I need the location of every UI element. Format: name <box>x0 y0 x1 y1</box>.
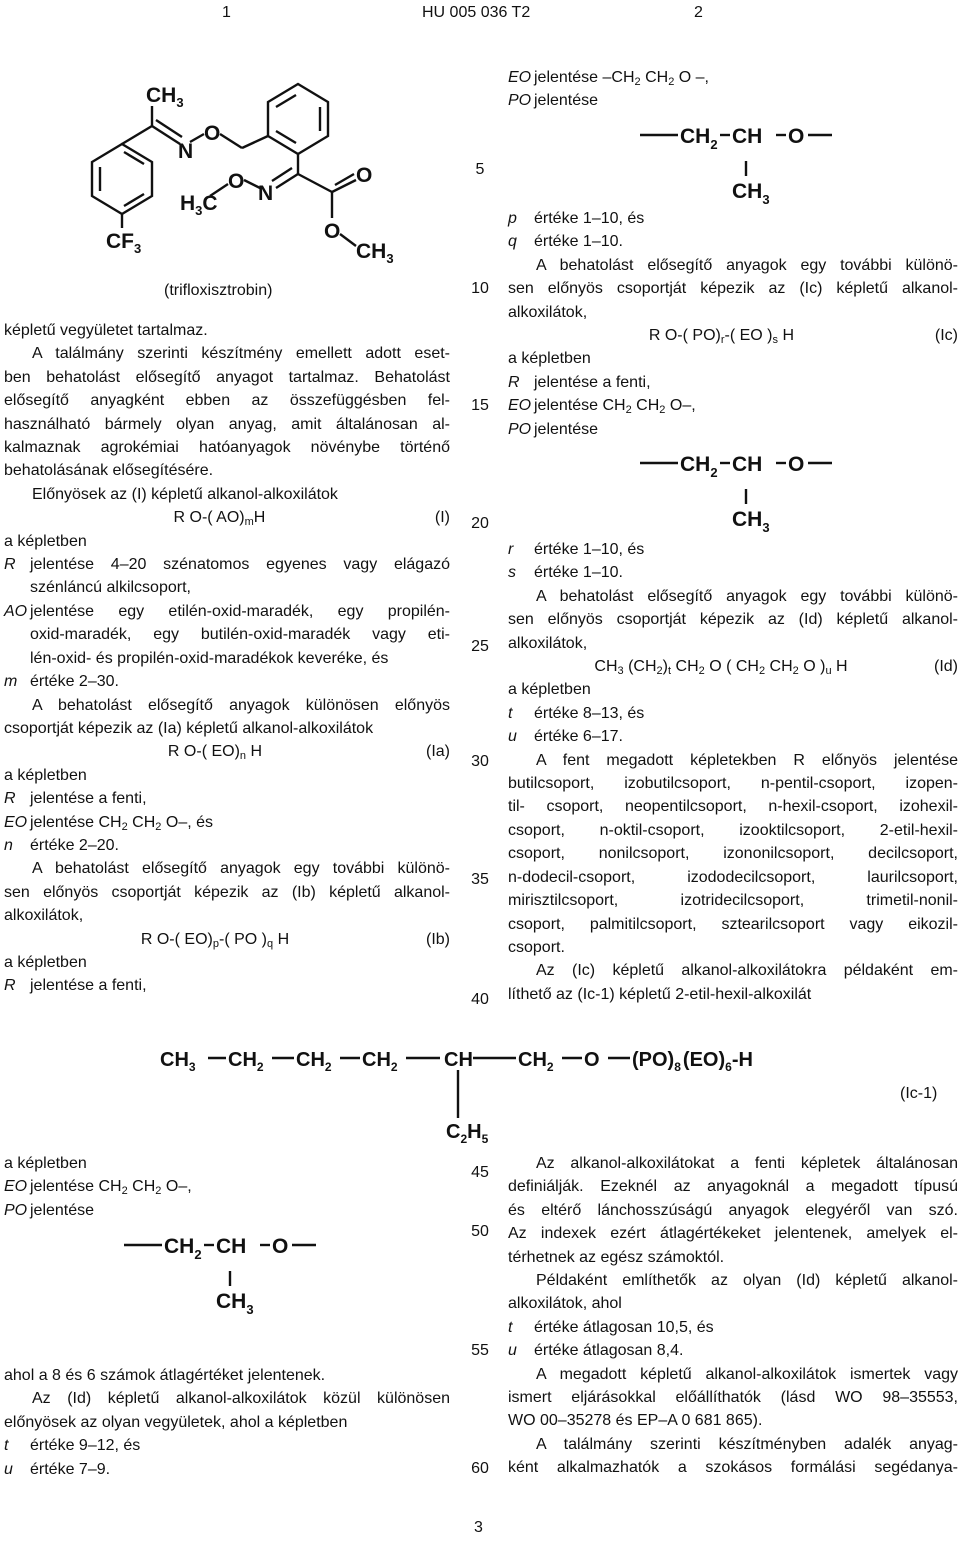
br-p12-line1: Az alkanol-alkoxilátokat a fenti képletek általánosan <box>536 1155 958 1172</box>
bottom-left-bottom <box>4 1364 450 1481</box>
molecule-caption: (trifloxisztrobin) <box>164 282 273 299</box>
right-p8-line3: til- csoport, neopentilcsoport, n-hexil-csoport, izohexil- <box>508 798 958 816</box>
br-p12-line4: Az indexek ezért átlagértékeket jelentenek, amelyek el- <box>508 1225 958 1243</box>
bl-def-PO: PO jelentése <box>4 1201 95 1219</box>
right-column-mid <box>508 207 958 441</box>
po1-ch: CH <box>732 125 763 148</box>
formula-Ia: R O-( $EO)_n$ H (Ia) <box>4 740 450 763</box>
r-def-R: R jelentése a fenti, <box>508 373 651 391</box>
formula-Ia-label: (Ia) <box>426 743 450 761</box>
line-number-40: 40 <box>471 991 489 1008</box>
mol-o4: O <box>324 220 341 243</box>
po1-o: O <box>788 125 805 148</box>
line-number-55: 55 <box>471 1342 489 1359</box>
right-p8-last: csoport. <box>508 938 565 956</box>
formula-Id: $CH_3$ $(CH_2)_t$ $CH_2$ O ( $CH_2$ $CH_2$ O )$_u$ H (Id) <box>508 655 958 678</box>
left-p5-line2: sen előnyös csoportját képezik az (Ib) képletű alkanol- <box>4 883 450 901</box>
def-AO-cont1: oxid-maradék, egy butilén-oxid-maradék vagy eti- <box>30 626 450 644</box>
right-p7-last: alkoxilátok, <box>508 634 588 652</box>
ic1-ch2-a: $CH_2$ <box>228 1049 264 1074</box>
line-number-60: 60 <box>471 1460 489 1477</box>
left-p4-last: csoportját képezik az (Ia) képletű alkanol-alkoxilátok <box>4 719 374 737</box>
line-number-15: 15 <box>471 397 489 414</box>
br-p13-line1: Példaként említhetők az olyan (Id) képletű alkanol- <box>536 1272 958 1290</box>
ic1-ch2-c: $CH_2$ <box>362 1049 398 1074</box>
left-column <box>4 319 450 998</box>
bl-def-u: u értéke 7–9. <box>4 1460 111 1478</box>
line-number-50: 50 <box>471 1223 489 1240</box>
formula-Ic: R O-( $PO)_r-$( EO )$_s$ H (Ic) <box>508 324 958 347</box>
formula-Ib-label: (Ib) <box>426 930 450 948</box>
right-p9-line1: Az (Ic) képletű alkanol-alkoxilátokra példaként em- <box>536 962 958 980</box>
right-p6-line2: sen előnyös csoportját képezik az (Ic) képletű alkanol- <box>508 280 958 298</box>
line-number-10: 10 <box>471 280 489 297</box>
bottom-right <box>508 1152 958 1480</box>
right-p8-line7: mirisztilcsoport, izotridecilcsoport, trimetil-nonil- <box>508 892 958 910</box>
right-column-low <box>508 538 958 1006</box>
mol-o3: O <box>356 164 373 187</box>
bl-def-t: t értéke 9–12, és <box>4 1437 141 1455</box>
po1-ch3: $CH_3$ <box>732 180 770 206</box>
line-number-35: 35 <box>471 871 489 888</box>
po3-ch3: $CH_3$ <box>216 1290 254 1316</box>
ic1-ch3: $CH_3$ <box>160 1049 196 1074</box>
formula-Ib: R O-( $EO)_p-$( PO )$_q$ H (Ib) <box>4 928 450 951</box>
r-def-EO: EO jelentése $-CH_2$ $CH_2$ O –, <box>508 69 709 88</box>
right-p8-line8: csoport, palmitilcsoport, sztearilcsoport vagy eikozil- <box>508 915 958 933</box>
left-p2-line4: használható bármely olyan anyag, amit általánosan al- <box>4 415 450 433</box>
po1-ch2: $CH_2$ <box>680 125 718 152</box>
ic1-c2h5: $C_2H_5$ <box>446 1121 489 1146</box>
header-left-page-number: 1 <box>222 4 231 21</box>
line-number-45: 45 <box>471 1164 489 1181</box>
po3-ch: CH <box>216 1235 247 1258</box>
po2-ch3: $CH_3$ <box>732 508 770 534</box>
formula-ic1-label: (Ic-1) <box>900 1085 938 1102</box>
mol-n1: N <box>178 140 194 163</box>
r-def-t: t értéke 8–13, és <box>508 704 645 722</box>
mol-cf3: $CF_3$ <box>106 230 142 256</box>
def-R: R jelentése 4–20 szénatomos egyenes vagy elágazó <box>4 556 450 574</box>
left-p1: képletű vegyületet tartalmaz. <box>4 322 208 339</box>
bl-p11-line1: Az (Id) képletű alkanol-alkoxilátok közül különösen <box>32 1390 450 1408</box>
po-structure-1 <box>636 120 836 206</box>
ic1-ch: CH <box>444 1049 473 1071</box>
left-akepletben-1: a képletben <box>4 532 87 550</box>
mol-ch3-top: $CH_3$ <box>146 84 184 110</box>
right-p7-line2: sen előnyös csoportját képezik az (Id) képletű alkanol- <box>508 611 958 629</box>
ic1-tail: $(PO)_8$ $(EO)_6-H$ <box>632 1049 753 1074</box>
mol-h3c: $H_3C$ <box>180 192 218 218</box>
br-def-t: t értéke átlagosan 10,5, és <box>508 1318 714 1336</box>
po2-ch: CH <box>732 453 763 476</box>
br-def-u: u értéke átlagosan 8,4. <box>508 1342 684 1360</box>
formula-Ic-label: (Ic) <box>934 327 958 345</box>
line-number-5: 5 <box>475 161 485 178</box>
def-EO: EO jelentése $CH_2$ $CH_2$ O–, és <box>4 813 213 833</box>
right-p8-line4: csoport, n-oktil-csoport, izooktilcsoport, 2-etil-hexil- <box>508 821 958 839</box>
r-def-p: p értéke 1–10, és <box>508 210 645 227</box>
br-p15-line1: A találmány szerinti készítményben adalék anyag- <box>536 1435 958 1453</box>
formula-Id-label: (Id) <box>934 658 958 676</box>
br-p14-last: WO 00–35278 és EP–A 0 681 865). <box>508 1412 763 1430</box>
right-akepletben-2: a képletben <box>508 681 591 699</box>
ic1-ch2-d: $CH_2$ <box>518 1049 554 1074</box>
left-p2-line1: A találmány szerinti készítmény emellett adott eset- <box>32 345 450 363</box>
r-def-EO-2: EO jelentése $CH_2$ $CH_2$ O–, <box>508 397 696 417</box>
po2-o: O <box>788 453 805 476</box>
line-number-30: 30 <box>471 753 489 770</box>
bl-def-EO: EO jelentése $CH_2$ $CH_2$ O–, <box>4 1178 192 1198</box>
right-p8-line1: A fent megadott képletekben R előnyös jelentése <box>536 751 958 769</box>
r-def-u: u értéke 6–17. <box>508 728 623 746</box>
po2-ch2: $CH_2$ <box>680 453 718 480</box>
right-akepletben-1: a képletben <box>508 350 591 368</box>
left-p2-line2: ben behatolást elősegítő anyagot tartalmaz. Behatolást <box>4 368 450 386</box>
document-id: HU 005 036 T2 <box>422 4 531 21</box>
left-p5-line1: A behatolást elősegítő anyagok egy további különö- <box>32 860 450 878</box>
br-p12-line3: és eltérő lánchosszúságú anyagok elegyéről van szó. <box>508 1201 958 1219</box>
mol-och3: $CH_3$ <box>356 240 394 266</box>
left-p2-line5: kalmaznak agrokémiai hatóanyagok növénybe történő <box>4 439 450 457</box>
mol-n2: N <box>258 182 274 205</box>
ic1-ch2-b: $CH_2$ <box>296 1049 332 1074</box>
right-column-top <box>508 66 958 113</box>
right-p8-line6: n-dodecil-csoport, izododecilcsoport, laurilcsoport, <box>508 868 958 886</box>
formula-I-label: (I) <box>434 509 450 527</box>
br-p15-line2: ként alkalmazhatók a szokásos formálási segédanya- <box>508 1459 958 1477</box>
right-p9-last: líthető az (Ic-1) képletű 2-etil-hexil-alkoxilát <box>508 985 812 1003</box>
bottom-left-top <box>4 1152 450 1222</box>
right-p6-line1: A behatolást elősegítő anyagok egy további különö- <box>536 256 958 274</box>
br-p12-last: térhetnek az egész számoktól. <box>508 1248 725 1266</box>
br-p12-line2: definiálják. Ezeknél az anyagoknál a megadott típusú <box>508 1178 958 1196</box>
right-p7-line1: A behatolást elősegítő anyagok egy további különö- <box>536 587 958 605</box>
left-p2-line3: elősegítő anyagként ebben az összefüggésben fel- <box>4 392 450 410</box>
def-R-cont: szénláncú alkilcsoport, <box>30 579 191 597</box>
po3-o: O <box>272 1235 289 1258</box>
formula-I: R O-( $AO)_mH$ (I) <box>4 506 450 529</box>
def-R-3: R jelentése a fenti, <box>4 977 147 995</box>
br-p14-line2: ismert eljárásokkal előállíthatók (lásd WO 98–35553, <box>508 1389 958 1407</box>
br-p13-last: alkoxilátok, ahol <box>508 1295 622 1313</box>
bl-p11-last: előnyösek az olyan vegyületek, ahol a képletben <box>4 1413 348 1431</box>
left-p5-last: alkoxilátok, <box>4 907 84 925</box>
formula-ic1 <box>160 1040 840 1150</box>
br-p14-line1: A megadott képletű alkanol-alkoxilátok ismertek vagy <box>536 1365 958 1383</box>
right-p6-last: alkoxilátok, <box>508 303 588 321</box>
left-akepletben-2: a képletben <box>4 766 87 784</box>
po-structure-3 <box>120 1230 320 1316</box>
footer-page-number: 3 <box>474 1519 483 1536</box>
header-right-page-number: 2 <box>694 4 703 21</box>
po-structure-2 <box>636 448 836 534</box>
def-AO: AO jelentése egy etilén-oxid-maradék, egy propilén- <box>4 602 450 620</box>
r-def-s: s értéke 1–10. <box>508 564 623 582</box>
r-def-r: r értéke 1–10, és <box>508 541 645 558</box>
left-akepletben-3: a képletben <box>4 953 87 971</box>
def-m: m értéke 2–30. <box>4 673 119 691</box>
bl-akepletben: a képletben <box>4 1155 87 1172</box>
mol-o1: O <box>204 122 221 145</box>
right-p8-line2: butilcsoport, izobutilcsoport, n-pentil-csoport, izopen- <box>508 775 958 793</box>
def-R-2: R jelentése a fenti, <box>4 790 147 808</box>
r-def-q: q értéke 1–10. <box>508 233 623 251</box>
r-def-PO-2: PO jelentése <box>508 420 599 438</box>
line-number-25: 25 <box>471 638 489 655</box>
po3-ch2: $CH_2$ <box>164 1235 202 1262</box>
trifloxystrobin-structure <box>80 78 420 268</box>
ic1-o: O <box>584 1049 600 1071</box>
def-AO-cont2: lén-oxid- és propilén-oxid-maradékok keveréke, és <box>30 649 389 667</box>
right-p8-line5: csoport, nonilcsoport, izononilcsoport, decilcsoport, <box>508 845 958 863</box>
left-p2-last: behatolásának elősegítésére. <box>4 462 214 480</box>
left-p3: Előnyösek az (I) képletű alkanol-alkoxilátok <box>32 485 338 503</box>
mol-o2: O <box>228 170 245 193</box>
def-n: n értéke 2–20. <box>4 836 119 854</box>
r-def-PO: PO jelentése <box>508 92 599 110</box>
left-p4-line1: A behatolást elősegítő anyagok különösen előnyös <box>32 696 450 714</box>
bl-p10: ahol a 8 és 6 számok átlagértéket jelentenek. <box>4 1367 326 1384</box>
line-number-20: 20 <box>471 515 489 532</box>
